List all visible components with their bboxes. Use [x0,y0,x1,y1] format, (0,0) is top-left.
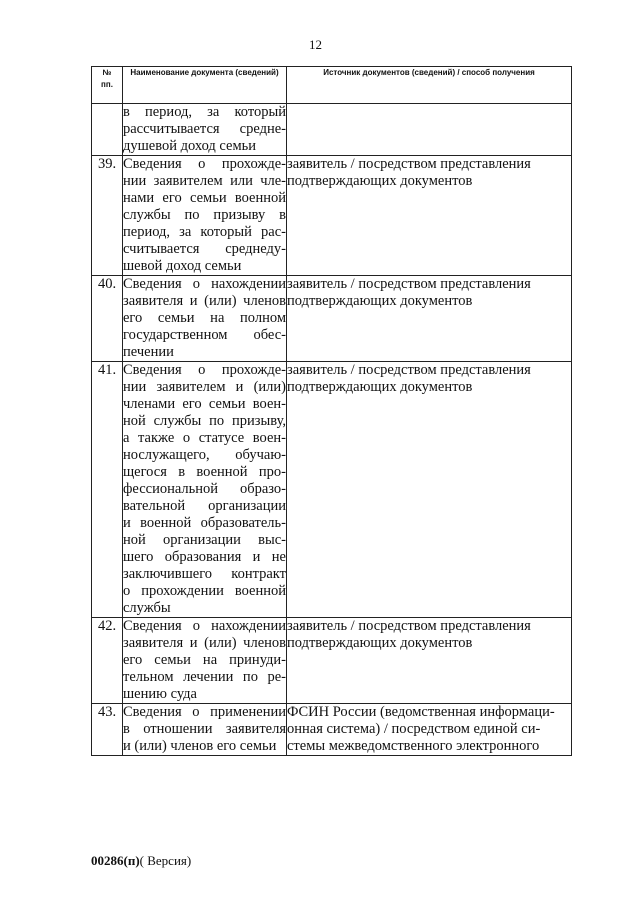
document-name-line: членами его семьи воен- [123,396,286,412]
source-line: подтверждающих документов [287,293,473,309]
document-name-cell [123,156,287,276]
source-cell [287,276,572,362]
document-name-line: душевой доход семьи [123,138,257,154]
document-name-line: заявителя и (или) членов [123,293,286,309]
source-line: стемы межведомственного электронного [287,738,540,754]
document-name-cell [123,704,287,756]
source-cell [287,704,572,756]
document-name-line: а также о статусе воен- [123,430,286,446]
document-name-line: вательной организации [123,498,286,514]
source-cell [287,104,572,156]
source-line: подтверждающих документов [287,635,473,651]
page-number: 12 [309,37,322,52]
table-row [92,276,572,362]
document-name-line: его семьи на полном [123,310,286,326]
documents-table [91,66,572,756]
document-name-line: о прохождении военной [123,583,286,599]
document-name-line: Сведения о нахождении [123,276,286,292]
document-name-line: Сведения о применении [123,704,286,720]
document-name-line: считывается среднеду- [123,241,286,257]
table-row [92,156,572,276]
header-source: Источник документов (сведений) / способ получения [287,67,572,104]
table-row [92,704,572,756]
table-row [92,362,572,618]
document-name-line: Сведения о прохожде- [123,156,286,172]
document-name-line: заключившего контракт [123,566,286,582]
header-document-name: Наименование документа (сведений) [123,67,287,104]
table-row [92,104,572,156]
document-name-line: службы по призыву в [123,207,286,223]
document-name-line: и военной образователь- [123,515,286,531]
document-name-cell [123,104,287,156]
document-name-cell [123,618,287,704]
document-name-line: рассчитывается средне- [123,121,286,137]
row-number: 43. [92,704,123,756]
document-footer-code [91,853,191,869]
header-number: № пп. [92,67,123,104]
document-name-line: шению суда [123,686,197,702]
document-name-line: службы [123,600,171,616]
row-number [92,104,123,156]
row-number: 42. [92,618,123,704]
source-line: заявитель / посредством представления [287,276,531,292]
document-name-line: в отношении заявителя [123,721,286,737]
document-name-line: Сведения о нахождении [123,618,286,634]
row-number: 41. [92,362,123,618]
document-name-cell [123,276,287,362]
document-name-line: ной организации выс- [123,532,286,548]
document-name-line: щегося в военной про- [123,464,286,480]
document-name-line: нослужащего, обучаю- [123,447,286,463]
document-name-line: и (или) членов его семьи [123,738,277,754]
footer-version: ( Версия) [139,853,192,868]
document-name-line: шевой доход семьи [123,258,242,274]
document-name-line: нами его семьи военной [123,190,286,206]
source-cell [287,362,572,618]
source-cell [287,618,572,704]
row-number: 39. [92,156,123,276]
table-header [92,67,572,104]
document-name-cell [123,362,287,618]
table-body [92,104,572,756]
row-number: 40. [92,276,123,362]
document-name-line: шего образования и не [123,549,286,565]
document-name-line: его семьи на принуди- [123,652,286,668]
source-line: подтверждающих документов [287,379,473,395]
document-name-line: период, за который рас- [123,224,286,240]
table-row [92,618,572,704]
source-line: заявитель / посредством представления [287,618,531,634]
document-name-line: нии заявителем и (или) [123,379,286,395]
document-name-line: фессиональной образо- [123,481,286,497]
source-line: онная система) / посредством единой си- [287,721,541,737]
document-name-line: ной службы по призыву, [123,413,286,429]
source-line: заявитель / посредством представления [287,362,531,378]
document-name-line: тельном лечении по ре- [123,669,286,685]
source-line: подтверждающих документов [287,173,473,189]
footer-code: 00286(п) [91,853,140,868]
source-cell [287,156,572,276]
source-line: заявитель / посредством представления [287,156,531,172]
document-name-line: в период, за который [123,104,286,120]
document-name-line: государственном обес- [123,327,286,343]
source-line: ФСИН России (ведомственная информаци- [287,704,555,720]
document-name-line: печении [123,344,174,360]
document-name-line: Сведения о прохожде- [123,362,286,378]
document-name-line: нии заявителем или чле- [123,173,286,189]
document-name-line: заявителя и (или) членов [123,635,286,651]
